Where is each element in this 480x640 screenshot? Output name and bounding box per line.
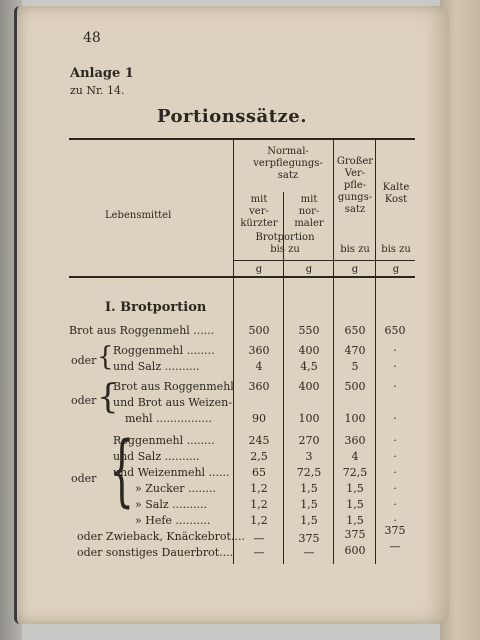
cell: 270: [298, 434, 320, 447]
cell: 100: [298, 412, 320, 425]
header-normal: Normal- verpflegungs- satz: [253, 146, 323, 181]
row-label: » Hefe ..........: [135, 514, 211, 527]
cell: 65: [252, 466, 266, 479]
cell: 100: [344, 412, 366, 425]
header-food: Lebensmittel: [105, 210, 172, 221]
row-label: oder Zwieback, Knäckebrot....: [77, 530, 245, 543]
cell: 1,5: [346, 482, 364, 495]
unit-col3: g: [351, 264, 359, 275]
cell: 1,2: [250, 482, 268, 495]
cell: 375: [344, 528, 366, 541]
cell: 550: [298, 324, 320, 337]
row-label: » Salz ..........: [135, 498, 208, 511]
cell: 4: [255, 360, 263, 373]
oder-label: oder: [71, 394, 97, 407]
cell: 1,2: [250, 498, 268, 511]
cell: ·: [393, 412, 397, 425]
cell: 4: [351, 450, 359, 463]
book-page: [14, 6, 449, 624]
row-label: » Zucker ........: [135, 482, 217, 495]
cell: 375: [384, 524, 406, 537]
row-label: oder sonstiges Dauerbrot....: [77, 546, 234, 559]
cell: —: [389, 540, 401, 553]
row-label: und Brot aus Weizen-: [113, 396, 232, 409]
header-normal-sub: mit nor- maler: [294, 194, 324, 229]
cell: ·: [393, 380, 397, 393]
header-cold-upto: bis zu: [381, 244, 411, 255]
cell: 1,5: [300, 498, 318, 511]
brace-2: {: [97, 377, 119, 417]
cell: 72,5: [296, 466, 322, 479]
row-label: und Weizenmehl ......: [113, 466, 230, 479]
unit-col4: g: [392, 264, 400, 275]
row-label: mehl ................: [125, 412, 212, 425]
oder-label: oder: [71, 354, 97, 367]
row-label: Brot aus Roggenmehl ......: [69, 324, 215, 337]
cell: 470: [344, 344, 366, 357]
cell: 650: [384, 324, 406, 337]
cell: 1,5: [300, 514, 318, 527]
cell: 1,5: [346, 514, 364, 527]
section-heading: I. Brotportion: [105, 300, 207, 315]
cell: 3: [305, 450, 313, 463]
attachment-label: Anlage 1: [70, 66, 134, 81]
header-large-upto: bis zu: [340, 244, 370, 255]
header-reduced: mit ver- kürzter: [240, 194, 278, 229]
table-top-rule: [69, 138, 415, 140]
row-label: Brot aus Roggenmehl: [113, 380, 234, 393]
unit-col2: g: [305, 264, 313, 275]
unit-col1: g: [255, 264, 263, 275]
row-label: und Salz ..........: [113, 360, 200, 373]
cell: 2,5: [250, 450, 268, 463]
cell: ·: [393, 466, 397, 479]
brace-1: {: [97, 342, 114, 372]
cell: ·: [393, 450, 397, 463]
cell: 1,5: [346, 498, 364, 511]
cell: 4,5: [300, 360, 318, 373]
cell: 90: [252, 412, 266, 425]
cell: ·: [393, 514, 397, 527]
header-bread-upto: Brotportion bis zu: [255, 232, 315, 255]
cell: ·: [393, 498, 397, 511]
cell: 1,5: [300, 482, 318, 495]
cell: ·: [393, 360, 397, 373]
cell: 360: [248, 380, 270, 393]
header-cold: Kalte Kost: [382, 182, 410, 205]
cell: 400: [298, 344, 320, 357]
column-rule-1: [233, 138, 234, 564]
brace-3: {: [109, 426, 135, 516]
attachment-reference: zu Nr. 14.: [70, 84, 125, 97]
cell: —: [303, 546, 315, 559]
cell: 400: [298, 380, 320, 393]
page-number: 48: [83, 30, 101, 46]
cell: ·: [393, 482, 397, 495]
cell: 72,5: [342, 466, 368, 479]
cell: 375: [298, 532, 320, 545]
cell: 360: [344, 434, 366, 447]
cell: 500: [344, 380, 366, 393]
page-title: Portionssätze.: [157, 106, 307, 127]
header-bottom-rule: [69, 276, 415, 278]
column-rule-3: [333, 138, 334, 564]
cell: —: [253, 532, 265, 545]
cell: 500: [248, 324, 270, 337]
cell: 360: [248, 344, 270, 357]
row-label: Roggenmehl ........: [113, 434, 215, 447]
cell: ·: [393, 434, 397, 447]
cell: ·: [393, 344, 397, 357]
unit-rule: [233, 260, 415, 261]
cell: —: [253, 546, 265, 559]
cell: 1,2: [250, 514, 268, 527]
cell: 245: [248, 434, 270, 447]
cell: 650: [344, 324, 366, 337]
row-label: und Salz ..........: [113, 450, 200, 463]
row-label: Roggenmehl ........: [113, 344, 215, 357]
cell: 5: [351, 360, 359, 373]
cell: 600: [344, 544, 366, 557]
oder-label: oder: [71, 472, 97, 485]
header-large: Großer Ver- pfle- gungs- satz: [336, 156, 374, 215]
